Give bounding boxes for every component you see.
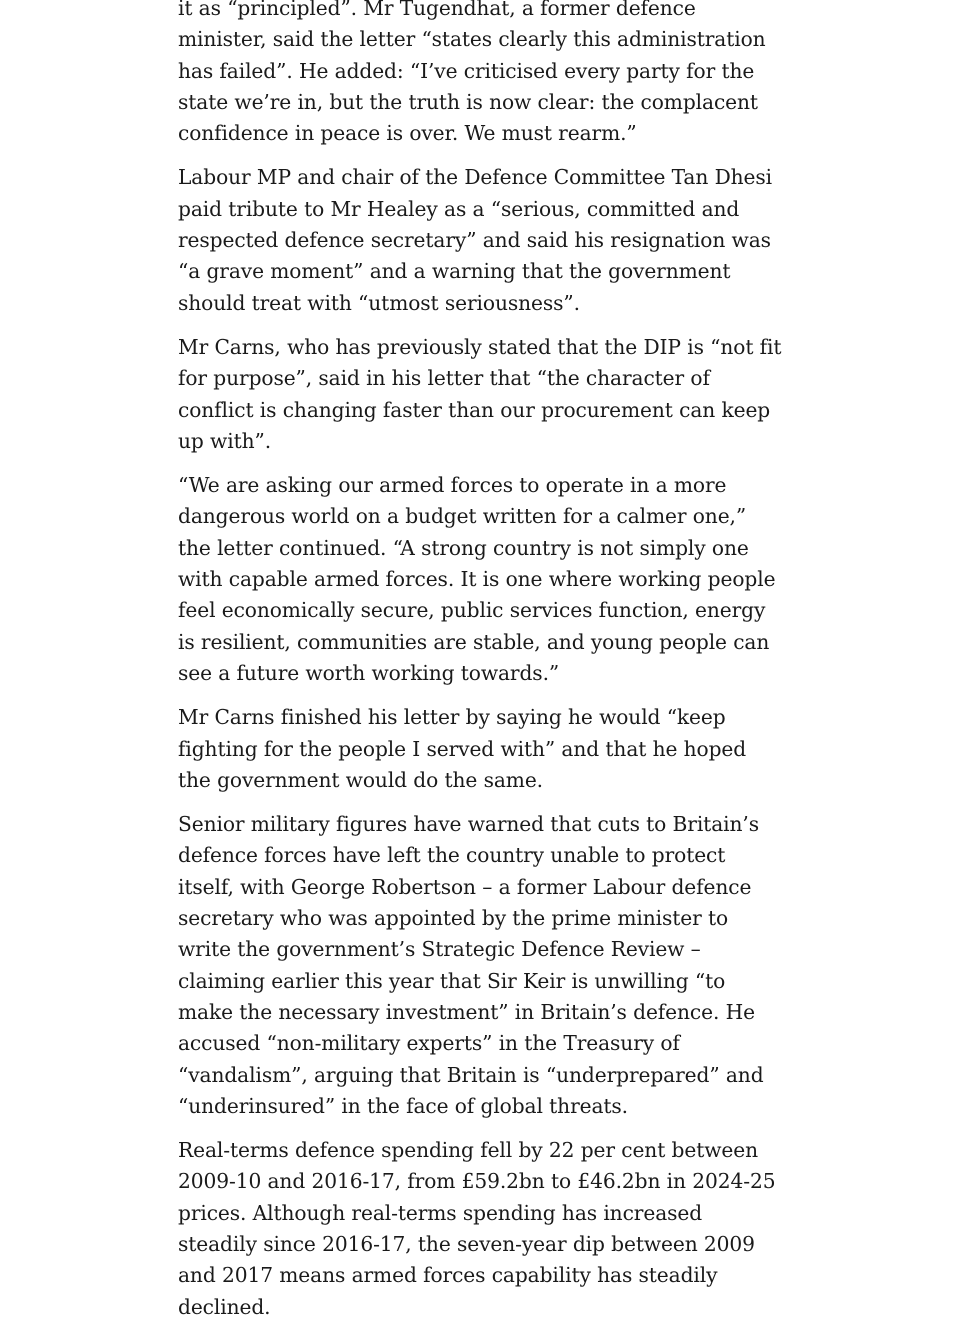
article-body — [178, 0, 784, 1336]
article-paragraph-1: it as “principled”. Mr Tugendhat, a former defence minister, said the letter “states clearly this administration has failed”. He added: “I’ve criticised every party for the state we’re in, but the truth is now clear: the complacent confidence in peace is over. We must rearm.” — [178, 0, 766, 146]
article-paragraph-6: Senior military figures have warned that cuts to Britain’s defence forces have left the country unable to protect itself, with George Robertson – a former Labour defence secretary who was appointed by the prime minister to write the government’s Strategic Defence Review – claiming earlier this year that Sir Keir is unwilling “to make the necessary investment” in Britain’s defence. He accused “non-military experts” in the Treasury of “vandalism”, arguing that Britain is “underprepared” and “underinsured” in the face of global threats. — [178, 812, 764, 1118]
article-paragraph-7: Real-terms defence spending fell by 22 per cent between 2009-10 and 2016-17, from £59.2bn to £46.2bn in 2024-25 prices. Although real-terms spending has increased steadily since 2016-17, the seven-year dip between 2009 and 2017 means armed forces capability has steadily declined. — [178, 1138, 776, 1319]
article-paragraph-5: Mr Carns finished his letter by saying he would “keep fighting for the people I served with” and that he hoped the government would do the same. — [178, 705, 747, 792]
article-paragraph-3: Mr Carns, who has previously stated that the DIP is “not fit for purpose”, said in his letter that “the character of conflict is changing faster than our procurement can keep up with”. — [178, 334, 782, 453]
article-paragraph-2: Labour MP and chair of the Defence Committee Tan Dhesi paid tribute to Mr Healey as a “serious, committed and respected defence secretary” and said his resignation was “a grave moment” and a warning that the government should treat with “utmost seriousness”. — [178, 165, 773, 315]
article-paragraph-4: “We are asking our armed forces to operate in a more dangerous world on a budget written for a calmer one,” the letter continued. “A strong country is not simply one with capable armed forces. It is one where working people feel economically secure, public services function, energy is resilient, communities are stable, and young people can see a future worth working towards.” — [178, 473, 776, 685]
